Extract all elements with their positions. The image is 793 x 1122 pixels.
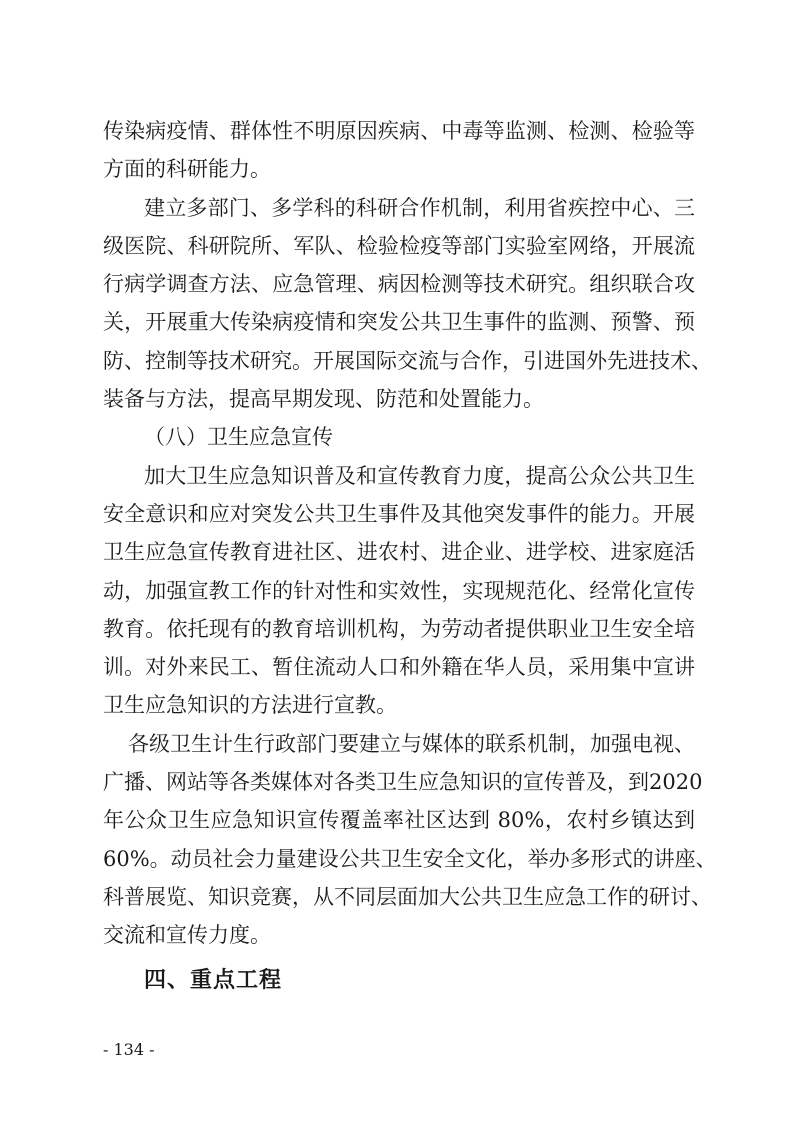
text-line: 传染病疫情、群体性不明原因疾病、中毒等监测、检测、检验等 bbox=[103, 119, 695, 143]
text-line: 级医院、科研院所、军队、检验检疫等部门实验室网络，开展流 bbox=[103, 233, 695, 258]
paragraph-research-cooperation bbox=[103, 189, 712, 419]
text-line: 安全意识和应对突发公共卫生事件及其他突发事件的能力。开展 bbox=[103, 501, 695, 526]
text-line: 交流和宣传力度。 bbox=[103, 923, 271, 948]
text-line: 卫生应急知识的方法进行宣教。 bbox=[103, 693, 397, 718]
text-line: 卫生应急宣传教育进社区、进农村、进企业、进学校、进家庭活 bbox=[103, 540, 695, 565]
text-line: 各级卫生计生行政部门要建立与媒体的联系机制，加强电视、 bbox=[128, 731, 695, 756]
text-line: 年公众卫生应急知识宣传覆盖率社区达到 80%，农村乡镇达到 bbox=[103, 808, 695, 833]
text-line: 动，加强宣教工作的针对性和实效性，实现规范化、经常化宣传 bbox=[103, 578, 695, 603]
section-heading: 四、重点工程 bbox=[144, 966, 283, 993]
text-line: 防、控制等技术研究。开展国际交流与合作，引进国外先进技术、 bbox=[103, 348, 712, 373]
text-line: 行病学调查方法、应急管理、病因检测等技术研究。组织联合攻 bbox=[103, 272, 695, 297]
paragraph-publicity-education bbox=[103, 457, 695, 725]
text-line: 教育。依托现有的教育培训机构，为劳动者提供职业卫生安全培 bbox=[103, 616, 695, 641]
text-line: 广播、网站等各类媒体对各类卫生应急知识的宣传普及，到2020 bbox=[103, 770, 703, 795]
text-column bbox=[103, 112, 717, 999]
text-line: 建立多部门、多学科的科研合作机制，利用省疾控中心、三 bbox=[144, 195, 695, 220]
paragraph-research-capability bbox=[103, 112, 695, 189]
text-line: 60%。动员社会力量建设公共卫生安全文化，举办多形式的讲座、 bbox=[103, 846, 717, 871]
text-line: 方面的科研能力。 bbox=[103, 157, 271, 182]
text-line: 科普展览、知识竞赛，从不同层面加大公共卫生应急工作的研讨、 bbox=[103, 884, 712, 909]
text-line: 训。对外来民工、暂住流动人口和外籍在华人员，采用集中宣讲 bbox=[103, 655, 695, 680]
text-line: 装备与方法，提高早期发现、防范和处置能力。 bbox=[103, 387, 544, 412]
page-number: - 134 - bbox=[103, 1040, 155, 1059]
text-line: 关，开展重大传染病疫情和突发公共卫生事件的监测、预警、预 bbox=[103, 310, 695, 335]
paragraph-media-coverage bbox=[103, 725, 717, 955]
text-line: 加大卫生应急知识普及和宣传教育力度，提高公众公共卫生 bbox=[144, 463, 695, 488]
subsection-heading: （八）卫生应急宣传 bbox=[144, 425, 333, 450]
